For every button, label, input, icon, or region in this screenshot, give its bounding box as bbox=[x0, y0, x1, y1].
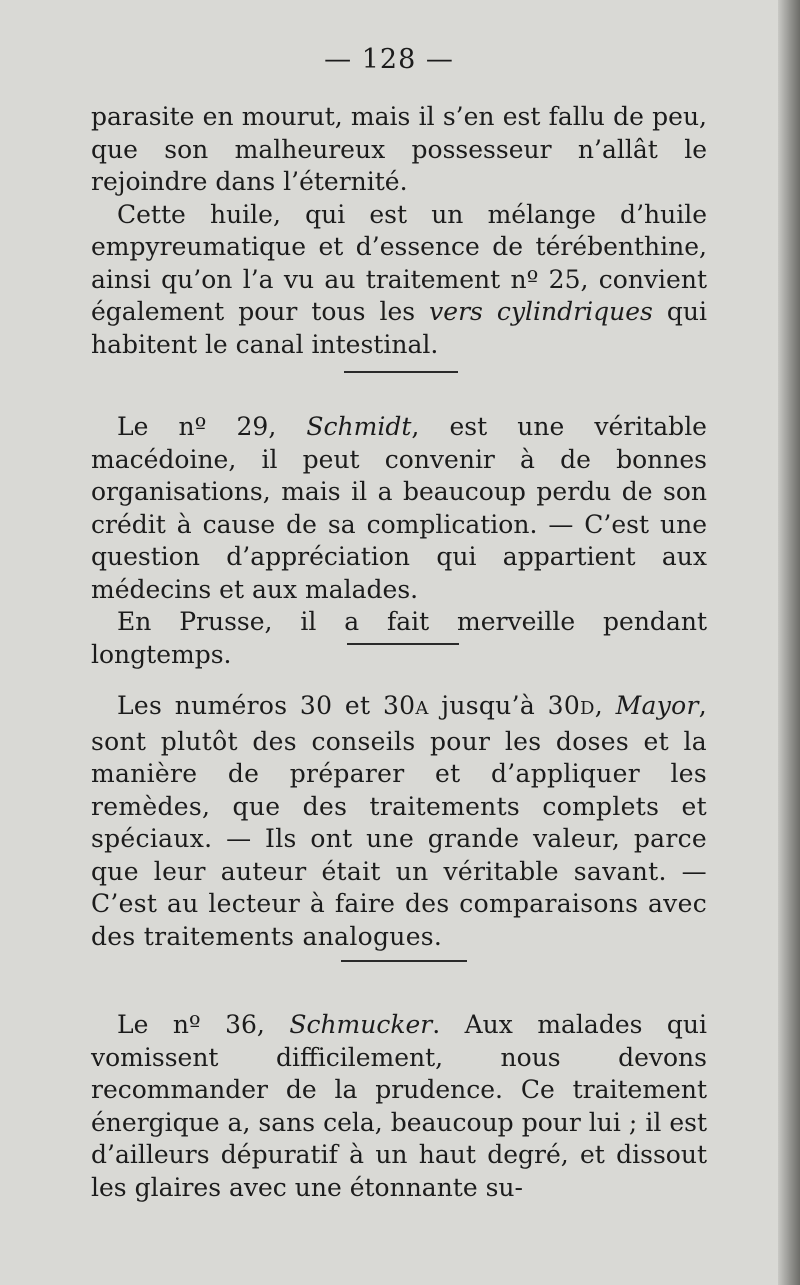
text-run: , est une véritable macédoine, il peut convenir à de bonnes organisations, mais il a beaucoup perdu de son crédit à cause de sa complication. — C’est une question d’appréciation qui appartient aux médecins et aux malades. bbox=[91, 412, 707, 604]
text-run: jusqu’à 30 bbox=[428, 691, 581, 720]
page-number: — 128 — bbox=[324, 44, 454, 75]
small-caps-text: A bbox=[415, 698, 429, 719]
italic-text: vers cylindriques bbox=[429, 297, 653, 326]
section-rule-3 bbox=[341, 960, 467, 962]
page-edge-shadow bbox=[778, 0, 800, 1285]
paragraph bbox=[91, 199, 707, 362]
text-run: Les numéros 30 et 30 bbox=[117, 691, 416, 720]
paragraph bbox=[91, 1009, 707, 1204]
text-block-1 bbox=[91, 101, 707, 361]
text-block-2 bbox=[91, 411, 707, 671]
text-block-4 bbox=[91, 1009, 707, 1204]
paragraph bbox=[91, 411, 707, 606]
text-run: , bbox=[594, 691, 616, 720]
text-run: parasite en mourut, mais il s’en est fallu de peu, que son malheureux possesseur n’allât le rejoindre dans l’éternité. bbox=[91, 102, 707, 196]
paragraph bbox=[91, 101, 707, 199]
section-rule-1 bbox=[344, 371, 458, 373]
italic-text: Schmucker bbox=[289, 1010, 433, 1039]
paragraph bbox=[91, 690, 707, 953]
text-block-3 bbox=[91, 690, 707, 953]
text-run: En Prusse, il a fait merveille pendant longtemps. bbox=[91, 607, 707, 669]
paragraph bbox=[91, 606, 707, 671]
text-run: . Aux malades qui vomissent difficilement, nous devons recommander de la prudence. Ce traitement énergique a, sans cela, beaucoup pour lui ; il est d’ailleurs dépuratif à un haut degré, et dissout les glaires avec une étonnante su- bbox=[91, 1010, 707, 1202]
text-run: Le nº 29, bbox=[117, 412, 307, 441]
text-run: Le nº 36, bbox=[117, 1010, 290, 1039]
text-run: Cette huile, qui est un mélange d’huile empyreumatique et d’essence de térébenthine, ainsi qu’on l’a vu au traitement nº 25, convient également pour tous les bbox=[91, 199, 707, 326]
section-rule-2 bbox=[347, 643, 459, 645]
small-caps-text: D bbox=[580, 698, 595, 719]
italic-text: Mayor bbox=[615, 691, 699, 720]
italic-text: Schmidt bbox=[306, 412, 412, 441]
text-run: , sont plutôt des conseils pour les doses et la manière de préparer et d’appliquer les remèdes, que des traitements complets et spéciaux. — Ils ont une grande valeur, parce que leur auteur était un véritable savant. — C’est au lecteur à faire des comparaisons avec des traitements analogues. bbox=[91, 691, 707, 951]
text-run: qui habitent le canal intestinal. bbox=[91, 297, 708, 359]
